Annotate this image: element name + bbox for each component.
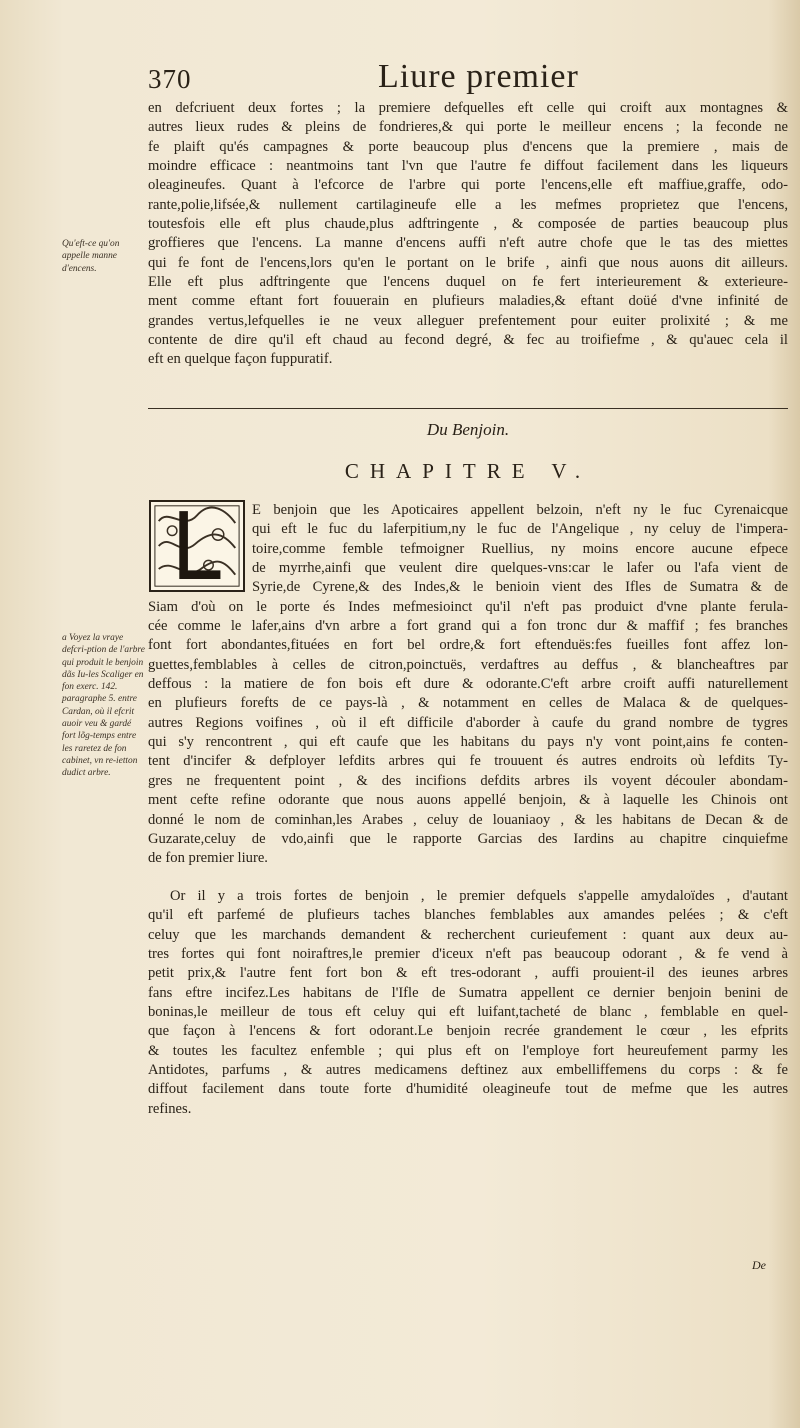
text-line: qui eft le fuc du laferpitium,ny le fuc de l'Angelique , ny celuy de l'impera- [252,521,788,538]
text-line: oleagineufes. Quant à l'efcorce de l'arbre qui porte l'encens,elle eft maffiue,graffe, odo- [148,177,788,194]
text-line: de myrrhe,ainfi que veulent dire quelques-vns:car le lafer ou l'afa vient de [252,560,788,577]
text-line: Syrie,de Cyrene,& des Indes,& le benioin vient des Ifles de Sumatra & de [252,579,788,596]
text-line: E benjoin que les Apoticaires appellent belzoin, n'eft ny le fuc Cyrenaicque [252,502,788,518]
text-line: Siam d'où on le porte és Indes mefmesioinct qu'il n'eft pas produict d'vne plante ferula- [148,598,788,615]
text-line: Guzarate,celuy de vdo,ainfi que le rapporte Garcias des Iardins au chapitre cinquiefme [148,830,788,847]
text-line: toutesfois elle eft plus chaude,plus adftringente , & composée de parties beaucoup plus [148,216,788,233]
text-line: deffous : la matiere de fon bois eft dure & odorante.C'eft arbre croift auffi naturellement [148,676,788,693]
text-line: donné le nom de cominhan,les Arabes , celuy de louaniaoy , & les habitans de Decan & de [148,811,788,828]
section-divider [148,408,788,409]
text-line: tres fortes qui font noiraftres,le premier d'iceux n'eft pas beaucoup odorant , & fe vend à [148,946,788,963]
text-line: Elle eft plus adftringente que l'encens duquel on fe fert interieurement & exterieure- [148,274,788,291]
text-line: celuy que les marchands demandent & recherchent curieufement : quant aux deux au- [148,926,788,943]
text-line: ment cefte refine odorante que nous auons appellé benjoin, & à laquelle les Chinois ont [148,792,788,809]
text-line: refines. [148,1100,192,1117]
catchword: De [752,1258,766,1272]
text-line: autres Regions voifines , où il eft difficile d'aborder à caufe du grand nombre de tygres [148,714,788,731]
text-line: en plufieurs forefts de ce pays-là , & notamment en celles de Malaca & de quelques- [148,695,788,712]
margin-note-benjoin: a Voyez la vraye defcri-ption de l'arbre qui produit le benjoin dãs Iu-les Scaliger en fon exerc. 142. paragraphe 5. entre Cardan, où il efcrit auoir veu & gardé fort lõg-temps entre les raretez de fon cabinet, vn re-ietton dudict arbre. [62,633,145,779]
text-line: font fort abondantes,fituées en fort bel ordre,& fort eftenduës:fes fueilles font affez lon- [148,637,788,654]
chapter-title: CHAPITRE V. [344,459,592,483]
text-line: fe plaift qu'és campagnes & porte beaucoup plus d'encens que la premiere , mais de [148,138,788,155]
text-line: fans eftre incifez.Les habitans de l'Ifle de Sumatra appellent ce dernier benjoin benini de [148,984,788,1001]
text-line: groffieres que l'encens. La manne d'encens auffi n'eft autre chofe que le tas des miettes [148,235,788,252]
margin-note-manne: Qu'eft-ce qu'on appelle manne d'encens. [62,239,120,274]
text-line: en defcriuent deux fortes ; la premiere defquelles eft celle qui croift aux montagnes & [148,100,788,116]
paragraph-1 [148,99,788,370]
text-line: boninas,le meilleur de tous eft celuy qui eft luifant,tacheté de blanc , femblable en quel- [148,1004,788,1021]
text-line: grandes vertus,lefquelles ie ne veux alleguer prefentement pour euiter prolixité ; & me [148,312,788,329]
text-line: qu'il eft parfemé de plufieurs taches blanches femblables aux amandes pelées ; & c'eft [148,907,788,924]
text-line: de fon premier liure. [148,850,268,867]
text-line: petit prix,& l'autre fent fort bon & eft tres-odorant , auffi prouient-il des ieunes arbres [148,965,788,982]
text-line: Or il y a trois fortes de benjoin , le premier defquels s'appelle amydaloïdes , d'autant [170,888,788,904]
text-line: gres ne frequentent point , & des incifions defdits arbres ils voyent découler abondam- [148,772,788,789]
text-line: contente de dire qu'il eft chaud au fecond degré, & fec au troifiefme , & qu'auec cela il [148,332,788,349]
text-line: moindre efficace : neantmoins tant l'vn que l'autre fe diffout facilement dans les liqueurs [148,158,788,175]
text-line: Antidotes, parfums , & autres medicamens deftinez aux embelliffemens du corps : & fe [148,1062,788,1079]
text-line: ment comme eftant fort fouuerain en plufieurs maladies,& eftant doüé d'vne infinité de [148,293,788,310]
text-line: eft en quelque façon fuppuratif. [148,351,333,368]
paragraph-3 [148,887,788,1119]
text-line: que façon à l'encens & fort odorant.Le benjoin recrée grandement le cœur , les efprits [148,1023,788,1040]
text-line: qui fe font de l'encens,lors qu'en le portant on le brife , ainfi que nous auons dit ailleurs. [148,254,788,271]
text-line: & toutes les facultez enfemble ; qui plus eft on l'employe fort heureufement parmy les [148,1042,788,1059]
running-title: Liure premier [378,58,579,95]
text-line: autres lieux rudes & pleins de fondrieres,& qui porte le meilleur encens ; la feconde ne [148,119,788,136]
section-title: Du Benjoin. [426,420,510,439]
text-line: diffout facilement dans toute forte d'humidité oleagineufe tout de mefme que les autres [148,1081,788,1098]
paragraph-2 [148,501,788,869]
text-line: rante,polie,lifsée,& nullement cartilagineufe elle a les mefmes proprietez que l'encens, [148,196,788,213]
page-header [148,58,788,98]
text-line: tent d'incifer & defployer lefdits arbres qui fe trouuent és autres endroits où lefdits Ty- [148,753,788,770]
text-line: cée comme le lafer,ains d'vn arbre a fort grand qui a fon tronc dur & maffif ; fes branches [148,618,788,635]
text-line: guettes,femblables à celles de citron,poinctuës, verdaftres au deffus , & blancheaftres par [148,656,788,673]
text-line: toire,comme femble tefmoigner Ruellius, ny moins encore aucune efpece [252,540,788,557]
text-line: qui s'y rencontrent , qui eft caufe que les habitans du pays n'y vont point,ains fe conten- [148,734,788,751]
page-number: 370 [148,64,192,94]
